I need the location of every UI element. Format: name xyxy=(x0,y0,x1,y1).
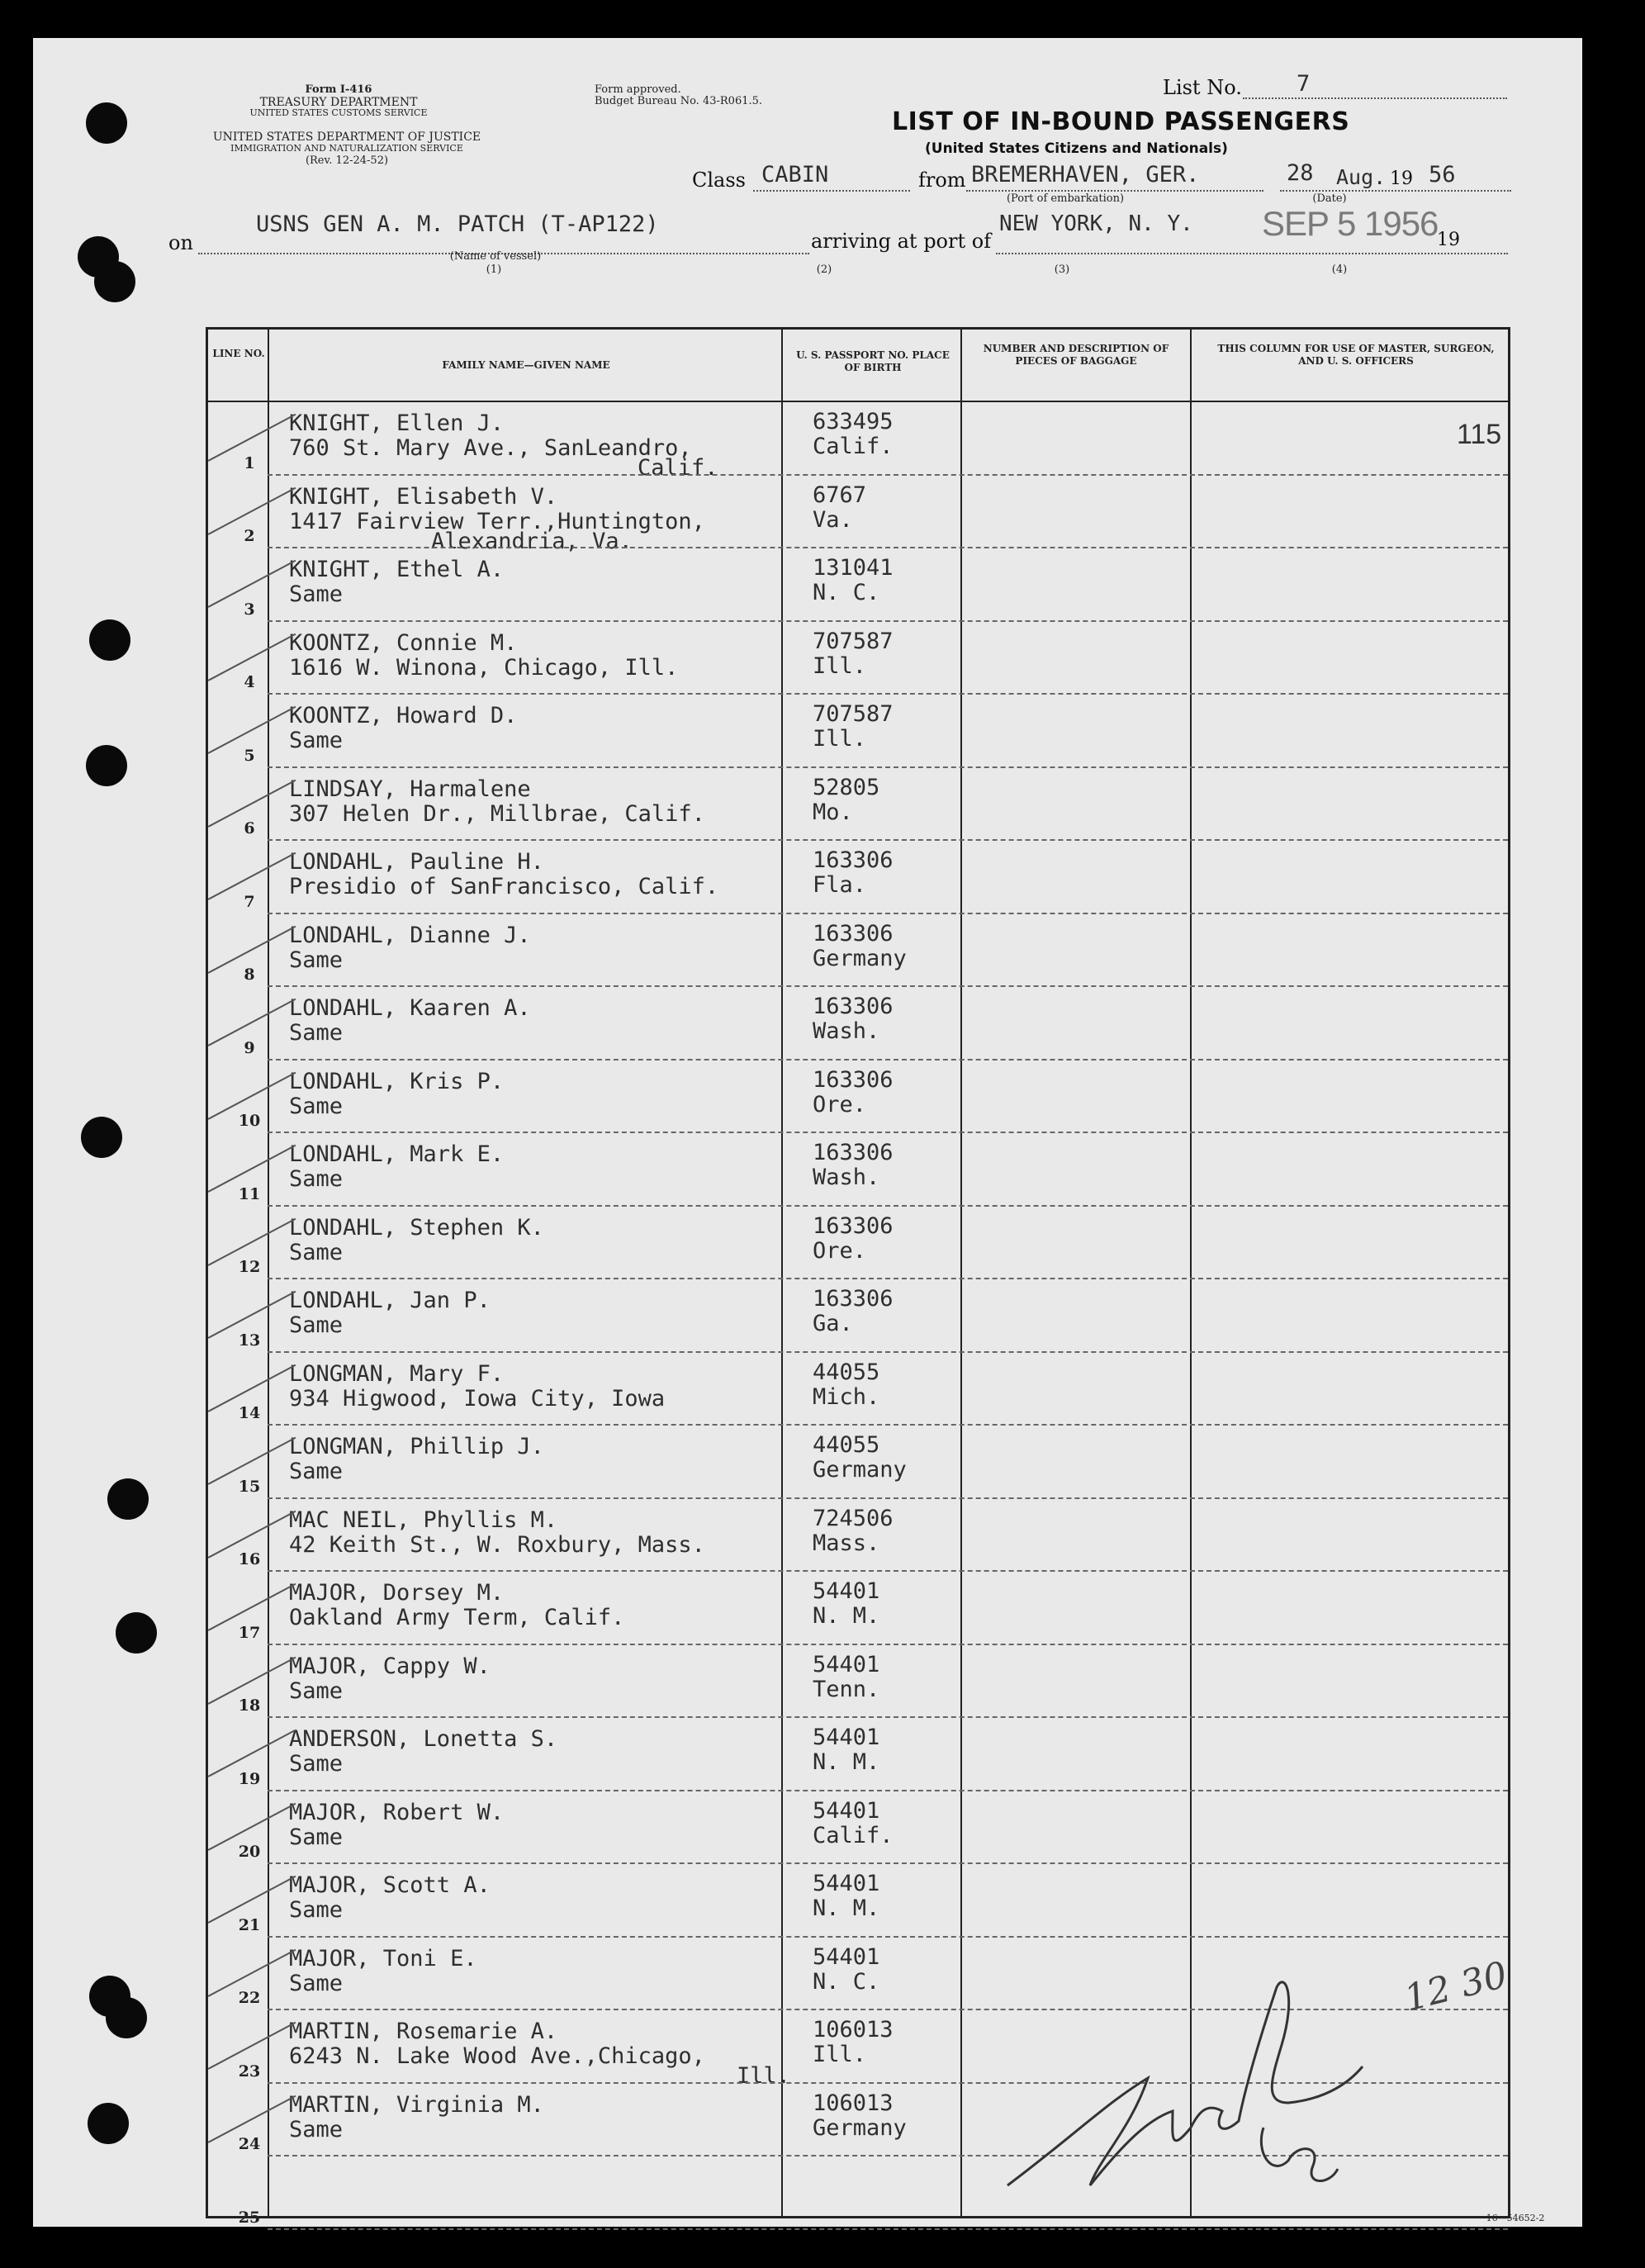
passport-number: 163306 xyxy=(813,1140,894,1165)
passport-number: 44055 xyxy=(813,1432,880,1458)
line-number: 3 xyxy=(244,600,255,619)
col-number-1: (1) xyxy=(486,263,502,276)
passport-number: 163306 xyxy=(813,1066,894,1093)
line-number: 6 xyxy=(244,819,255,837)
passenger-address: 1417 Fairview Terr.,Huntington, xyxy=(289,508,705,534)
date-day: 28 xyxy=(1287,160,1314,186)
class-value: CABIN xyxy=(761,162,829,187)
passenger-name: LONGMAN, Mary F. xyxy=(289,1360,505,1387)
punch-hole xyxy=(116,1612,157,1654)
place-of-birth: N. C. xyxy=(813,1968,880,1995)
place-of-birth: Mass. xyxy=(813,1530,880,1556)
class-line xyxy=(753,190,910,192)
passport-number: 52805 xyxy=(813,774,880,800)
line-number: 10 xyxy=(238,1112,261,1130)
table-row xyxy=(208,768,1508,842)
line-number: 14 xyxy=(238,1404,261,1422)
arrival-port: NEW YORK, N. Y. xyxy=(999,211,1193,236)
table-row xyxy=(208,1060,1508,1134)
vessel-caption: (Name of vessel) xyxy=(449,250,542,263)
passenger-address: Same xyxy=(289,1897,344,1923)
col-number-4: (4) xyxy=(1331,263,1348,276)
row-rule xyxy=(268,2228,1508,2230)
table-row xyxy=(208,914,1508,988)
date-caption: (Date) xyxy=(1312,192,1347,205)
date-year: 56 xyxy=(1429,162,1456,187)
passenger-name: LONDAHL, Mark E. xyxy=(289,1141,505,1167)
place-of-birth: Ga. xyxy=(813,1311,853,1336)
line-number: 4 xyxy=(244,673,255,691)
budget-bureau: Budget Bureau No. 43-R061.5. xyxy=(595,95,763,107)
passenger-address: 934 Higwood, Iowa City, Iowa xyxy=(289,1385,666,1412)
table-row xyxy=(208,1133,1508,1207)
line-number: 11 xyxy=(238,1184,261,1203)
col-header-passport: U. S. PASSPORT NO. PLACE OF BIRTH xyxy=(796,349,950,373)
handwritten-note: 12 30 xyxy=(1400,1953,1512,2020)
line-number: 25 xyxy=(238,2208,261,2227)
revision: (Rev. 12-24-52) xyxy=(305,154,389,167)
line-number: 19 xyxy=(238,1769,261,1788)
date-line xyxy=(1280,190,1511,192)
passenger-name: LINDSAY, Harmalene xyxy=(289,776,531,802)
line-number: 21 xyxy=(238,1915,261,1934)
col-header-name: FAMILY NAME—GIVEN NAME xyxy=(442,359,610,371)
passenger-address: Same xyxy=(289,1677,344,1704)
from-line xyxy=(966,190,1263,192)
passenger-address-cont: Calif. xyxy=(638,455,718,481)
table-row xyxy=(208,1572,1508,1645)
form-approved: Form approved. xyxy=(595,83,681,96)
passport-number: 163306 xyxy=(813,994,894,1019)
passenger-name: MAJOR, Cappy W. xyxy=(289,1653,491,1679)
form-number: Form I-416 xyxy=(305,83,372,96)
punch-hole xyxy=(86,102,127,144)
customs-service: UNITED STATES CUSTOMS SERVICE xyxy=(249,107,428,118)
passenger-address: Oakland Army Term, Calif. xyxy=(289,1605,625,1630)
passenger-name: LONGMAN, Phillip J. xyxy=(289,1434,544,1459)
passenger-address: Same xyxy=(289,1166,344,1192)
passport-number: 54401 xyxy=(813,1725,880,1750)
table-row xyxy=(208,987,1508,1060)
table-row xyxy=(208,841,1508,914)
passport-number: 724506 xyxy=(813,1505,894,1531)
punch-hole xyxy=(81,1117,122,1158)
passport-number: 106013 xyxy=(813,2090,894,2116)
passport-number: 106013 xyxy=(813,2017,894,2043)
passport-number: 131041 xyxy=(813,555,894,581)
passenger-address: Same xyxy=(289,1093,344,1119)
table-row xyxy=(208,548,1508,622)
line-number: 15 xyxy=(238,1477,261,1496)
table-row xyxy=(208,1864,1508,1938)
passport-number: 44055 xyxy=(813,1359,880,1385)
line-number: 1 xyxy=(244,453,255,472)
passenger-address: Same xyxy=(289,1970,344,1996)
passenger-name: KNIGHT, Ethel A. xyxy=(289,557,505,582)
footer-code: 16—54652-2 xyxy=(1486,2213,1545,2223)
port-embark-caption: (Port of embarkation) xyxy=(1006,192,1125,205)
line-number: 2 xyxy=(244,527,255,545)
line-number: 20 xyxy=(238,1843,261,1861)
passenger-address: Same xyxy=(289,1459,344,1484)
col-number-3: (3) xyxy=(1054,263,1070,276)
passenger-name: LONDAHL, Stephen K. xyxy=(289,1214,544,1241)
line-number: 24 xyxy=(238,2135,261,2153)
place-of-birth: Mo. xyxy=(813,799,853,825)
place-of-birth: N. M. xyxy=(813,1603,880,1629)
passenger-name: KNIGHT, Ellen J. xyxy=(289,410,505,436)
class-label: Class xyxy=(692,168,746,192)
table-row xyxy=(208,1791,1508,1865)
officer-number: 115 xyxy=(1457,419,1502,450)
table-row xyxy=(208,1645,1508,1719)
line-number: 7 xyxy=(244,892,255,911)
passenger-name: LONDAHL, Kaaren A. xyxy=(289,995,531,1021)
col-number-2: (2) xyxy=(816,263,832,276)
treasury-dept: TREASURY DEPARTMENT xyxy=(259,96,418,109)
table-row xyxy=(208,476,1508,554)
passenger-address: Same xyxy=(289,1239,344,1265)
table-row xyxy=(208,402,1508,481)
place-of-birth: Germany xyxy=(813,1457,907,1483)
passport-number: 54401 xyxy=(813,1578,880,1604)
passport-number: 163306 xyxy=(813,920,894,947)
passenger-address: Same xyxy=(289,1824,344,1850)
place-of-birth: Fla. xyxy=(813,872,867,898)
table-row xyxy=(208,1718,1508,1791)
place-of-birth: N. M. xyxy=(813,1896,880,1921)
place-of-birth: Wash. xyxy=(813,1165,880,1190)
line-number: 12 xyxy=(238,1258,261,1276)
passenger-address-cont: Alexandria, Va. xyxy=(431,528,633,554)
place-of-birth: Ill. xyxy=(813,2042,867,2067)
list-no-line xyxy=(1243,97,1507,99)
passenger-name: MAJOR, Toni E. xyxy=(289,1945,477,1971)
passenger-name: LONDAHL, Dianne J. xyxy=(289,922,531,948)
punch-hole xyxy=(88,2103,129,2144)
passenger-address: Same xyxy=(289,728,344,753)
ins-service: IMMIGRATION AND NATURALIZATION SERVICE xyxy=(230,143,463,154)
passenger-name: ANDERSON, Lonetta S. xyxy=(289,1726,558,1752)
passport-number: 54401 xyxy=(813,1797,880,1824)
passenger-address: 1616 W. Winona, Chicago, Ill. xyxy=(289,654,679,681)
list-no-value: 7 xyxy=(1297,71,1311,97)
line-number: 18 xyxy=(238,1696,261,1715)
from-label: from xyxy=(918,168,966,192)
list-no-label: List No. xyxy=(1163,76,1242,99)
line-number: 9 xyxy=(244,1038,255,1057)
passenger-name: KNIGHT, Elisabeth V. xyxy=(289,483,558,510)
punch-hole xyxy=(94,261,135,302)
col-header-baggage: NUMBER AND DESCRIPTION OF PIECES OF BAGGAGE xyxy=(983,343,1169,367)
passport-number: 163306 xyxy=(813,1212,894,1239)
passenger-address: 6243 N. Lake Wood Ave.,Chicago, xyxy=(289,2043,705,2069)
place-of-birth: Calif. xyxy=(813,1822,894,1848)
table-row xyxy=(208,1207,1508,1280)
passenger-address: Same xyxy=(289,947,344,973)
passport-number: 54401 xyxy=(813,1871,880,1896)
table-row xyxy=(208,622,1508,695)
line-number: 23 xyxy=(238,2062,261,2081)
line-number: 13 xyxy=(238,1331,261,1350)
passenger-name: KOONTZ, Howard D. xyxy=(289,703,518,728)
arriving-label: arriving at port of xyxy=(811,230,992,253)
place-of-birth: Mich. xyxy=(813,1383,880,1410)
punch-hole xyxy=(89,619,130,661)
passenger-name: LONDAHL, Jan P. xyxy=(289,1288,491,1313)
table-row xyxy=(208,1279,1508,1353)
table-row xyxy=(208,1499,1508,1573)
place-of-birth: Calif. xyxy=(813,434,894,459)
page-title: LIST OF IN-BOUND PASSENGERS xyxy=(892,107,1350,136)
passport-number: 163306 xyxy=(813,847,894,873)
passenger-address: 307 Helen Dr., Millbrae, Calif. xyxy=(289,800,705,827)
place-of-birth: N. C. xyxy=(813,580,880,605)
from-value: BREMERHAVEN, GER. xyxy=(971,162,1200,187)
place-of-birth: Ill. xyxy=(813,726,867,752)
manifest-page xyxy=(33,38,1582,2227)
place-of-birth: Germany xyxy=(813,2114,907,2141)
place-of-birth: N. M. xyxy=(813,1749,880,1775)
passenger-name: MAC NEIL, Phyllis M. xyxy=(289,1506,558,1533)
vessel-name: USNS GEN A. M. PATCH (T-AP122) xyxy=(256,211,659,237)
passenger-name: MAJOR, Robert W. xyxy=(289,1799,505,1825)
line-number: 17 xyxy=(238,1623,261,1642)
passenger-address: Same xyxy=(289,1020,344,1046)
col-header-line-no: LINE NO. xyxy=(212,348,265,359)
passenger-address: 760 St. Mary Ave., SanLeandro, xyxy=(289,435,692,461)
line-number: 5 xyxy=(244,746,255,765)
punch-hole xyxy=(107,1478,149,1520)
date-19: 19 xyxy=(1390,168,1413,189)
passenger-name: LONDAHL, Kris P. xyxy=(289,1068,505,1094)
passenger-name: MARTIN, Virginia M. xyxy=(289,2091,544,2118)
line-number: 22 xyxy=(238,1989,261,2007)
passport-number: 707587 xyxy=(813,628,894,654)
place-of-birth: Ore. xyxy=(813,1237,867,1264)
arrival-stamp: SEP 5 1956 xyxy=(1262,204,1439,243)
table-row xyxy=(208,1353,1508,1426)
passenger-address: Presidio of SanFrancisco, Calif. xyxy=(289,874,719,899)
passenger-name: MAJOR, Scott A. xyxy=(289,1872,491,1898)
line-number: 8 xyxy=(244,966,255,984)
passenger-name: MAJOR, Dorsey M. xyxy=(289,1580,505,1606)
punch-hole xyxy=(86,745,127,786)
place-of-birth: Ill. xyxy=(813,652,867,679)
inspector-signature xyxy=(974,1938,1404,2227)
table-row xyxy=(208,695,1508,768)
passenger-name: MARTIN, Rosemarie A. xyxy=(289,2019,558,2044)
passenger-address: Same xyxy=(289,581,344,607)
passenger-address: Same xyxy=(289,1312,344,1338)
table-row xyxy=(208,1426,1508,1499)
on-label: on xyxy=(168,231,193,254)
passenger-table xyxy=(206,327,1510,2227)
justice-dept: UNITED STATES DEPARTMENT OF JUSTICE xyxy=(212,130,481,144)
passenger-address-cont: Ill. xyxy=(737,2063,791,2089)
passport-number: 6767 xyxy=(813,482,867,508)
passport-number: 707587 xyxy=(813,701,894,727)
passenger-address: Same xyxy=(289,1751,344,1777)
col-header-officers: THIS COLUMN FOR USE OF MASTER, SURGEON, AND U. S. OFFICERS xyxy=(1217,343,1495,367)
place-of-birth: Va. xyxy=(813,506,853,533)
port-line xyxy=(996,253,1508,254)
place-of-birth: Wash. xyxy=(813,1018,880,1044)
passenger-address: 42 Keith St., W. Roxbury, Mass. xyxy=(289,1531,705,1558)
place-of-birth: Ore. xyxy=(813,1091,867,1117)
passport-number: 163306 xyxy=(813,1286,894,1312)
place-of-birth: Germany xyxy=(813,945,907,971)
passport-number: 633495 xyxy=(813,409,894,434)
passenger-address: Same xyxy=(289,2116,344,2142)
date-month: Aug. xyxy=(1336,165,1387,189)
passport-number: 54401 xyxy=(813,1943,880,1970)
punch-hole xyxy=(106,1997,147,2038)
line-number: 16 xyxy=(238,1550,261,1568)
arrival-19: 19 xyxy=(1437,230,1460,250)
passport-number: 54401 xyxy=(813,1651,880,1677)
place-of-birth: Tenn. xyxy=(813,1676,880,1702)
page-subtitle: (United States Citizens and Nationals) xyxy=(925,140,1228,157)
passenger-name: LONDAHL, Pauline H. xyxy=(289,849,544,875)
passenger-name: KOONTZ, Connie M. xyxy=(289,629,518,656)
